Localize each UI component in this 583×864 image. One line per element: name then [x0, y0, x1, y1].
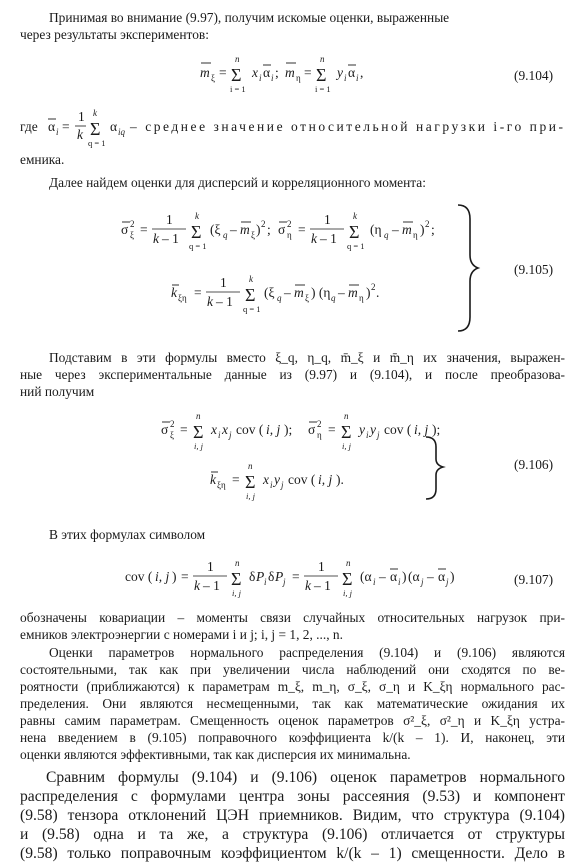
text-line: (9.58) тензора отклонений ЦЭН приемников. Видим, что структура (9.104) [20, 807, 565, 824]
svg-text:–: – [284, 285, 291, 300]
svg-text:ξ: ξ [305, 293, 310, 303]
svg-text:–: – [230, 222, 237, 237]
svg-text:i: i [56, 127, 59, 137]
svg-text:x: x [211, 422, 217, 437]
svg-text:): ) [366, 285, 371, 300]
svg-text:);: ); [432, 422, 441, 437]
svg-text:m: m [285, 65, 295, 80]
svg-text:k: k [77, 127, 83, 142]
equation-9-105 [120, 205, 490, 339]
svg-text:(η: (η [370, 222, 382, 237]
svg-text:j: j [421, 577, 424, 587]
svg-text:): ) [450, 569, 455, 584]
svg-text:δ: δ [249, 569, 256, 584]
svg-text:i: i [271, 73, 274, 83]
equation-number: (9.107) [514, 572, 554, 587]
svg-text:i, j: i, j [343, 588, 352, 598]
svg-text:i = 1: i = 1 [230, 84, 246, 94]
svg-text:i, j: i, j [266, 422, 281, 437]
svg-text:(α: (α [408, 569, 420, 584]
svg-text:m: m [348, 285, 358, 300]
svg-text:i: i [344, 73, 347, 83]
text-line: оценки являются эффективными, так как дисперсия их минимальна. [20, 747, 411, 762]
svg-text:σ: σ [278, 222, 286, 237]
svg-text:=: = [232, 472, 240, 487]
svg-text:P: P [275, 569, 284, 584]
svg-text:i: i [356, 73, 359, 83]
svg-text:– 1: – 1 [216, 294, 233, 309]
svg-text:η: η [359, 293, 364, 303]
svg-text:1: 1 [166, 212, 173, 227]
svg-text:n: n [235, 54, 240, 64]
svg-text:Σ: Σ [341, 422, 352, 442]
svg-text:n: n [235, 558, 240, 568]
svg-text:=: = [140, 222, 148, 237]
svg-text:k: k [153, 231, 159, 246]
svg-text:ξ: ξ [130, 230, 135, 240]
equation-number: (9.104) [514, 68, 554, 83]
svg-text:– среднее значение относительн: – среднее значение относительной нагрузки i-го при- [130, 119, 564, 134]
svg-text:i: i [264, 577, 267, 587]
text-line: Далее найдем оценки для дисперсий и корреляционного момента: [49, 175, 426, 190]
svg-text:i, j: i, j [414, 422, 429, 437]
svg-text:q: q [223, 230, 228, 240]
svg-text:,: , [360, 65, 364, 80]
svg-text:j: j [377, 430, 380, 440]
svg-text:Σ: Σ [342, 569, 353, 589]
svg-text:;: ; [275, 65, 279, 80]
svg-text:i, j: i, j [318, 472, 333, 487]
text-line: ные через экспериментальные данные из (9.97) и (9.104), и после преобразова- [20, 367, 565, 382]
text-line: пределения. Они являются несмещенными, так как математические ожидания их [20, 696, 565, 711]
svg-text:σ: σ [308, 422, 316, 437]
svg-text:q = 1: q = 1 [189, 241, 207, 251]
svg-text:q = 1: q = 1 [243, 304, 261, 314]
svg-text:α: α [390, 569, 398, 584]
svg-text:η: η [287, 230, 292, 240]
svg-text:i, j: i, j [155, 569, 170, 584]
svg-text:cov (: cov ( [236, 422, 264, 437]
svg-text:i, j: i, j [342, 441, 351, 451]
svg-text:σ: σ [161, 422, 169, 437]
svg-text:=: = [292, 569, 300, 584]
svg-text:Σ: Σ [90, 119, 101, 139]
text-line: через результаты экспериментов: [20, 27, 209, 42]
svg-text:α: α [110, 119, 118, 134]
svg-text:=: = [180, 422, 188, 437]
text-line: и (9.58) одна и та же, а структура (9.106) отличается от структуры [20, 826, 565, 843]
svg-text:δ: δ [268, 569, 275, 584]
text-line: Оценки параметров нормального распределения (9.104) и (9.106) являются [49, 645, 565, 660]
svg-text:m: m [402, 222, 412, 237]
svg-text:x: x [252, 65, 258, 80]
svg-text:α: α [48, 119, 56, 134]
text-line: ний получим [20, 384, 95, 399]
svg-text:q: q [384, 230, 389, 240]
text-line: нена введением в (9.105) поправочного коэффициента k/(k – 1). И, наконец, эти [20, 730, 565, 745]
svg-text:=: = [328, 422, 336, 437]
definition-line [20, 106, 565, 154]
svg-text:cov (: cov ( [288, 472, 316, 487]
svg-text:α: α [348, 65, 356, 80]
text-line: Подставим в эти формулы вместо ξ_q, η_q, m̄_ξ и m̄_η их значения, выражен- [49, 350, 565, 365]
svg-text:1: 1 [207, 559, 214, 574]
svg-text:η: η [317, 430, 322, 440]
svg-text:2: 2 [371, 282, 376, 292]
svg-text:ξ: ξ [211, 73, 216, 83]
svg-text:Σ: Σ [231, 65, 242, 85]
svg-text:i, j: i, j [232, 588, 241, 598]
svg-text:2: 2 [317, 419, 322, 429]
svg-text:2: 2 [287, 219, 292, 229]
svg-text:=: = [219, 65, 227, 80]
svg-text:(ξ: (ξ [210, 222, 221, 237]
svg-text:– 1: – 1 [203, 578, 220, 593]
equation-number: (9.105) [514, 262, 554, 277]
svg-text:).: ). [336, 472, 344, 487]
svg-text:n: n [344, 411, 349, 421]
svg-text:α: α [438, 569, 446, 584]
svg-text:iq: iq [118, 127, 126, 137]
svg-text:=: = [298, 222, 306, 237]
svg-text:): ) [256, 222, 261, 237]
svg-text:j: j [281, 480, 284, 490]
svg-text:ξη: ξη [178, 293, 187, 303]
svg-text:y: y [337, 65, 343, 80]
svg-text:P: P [256, 569, 265, 584]
svg-text:2: 2 [170, 419, 175, 429]
svg-text:j: j [283, 577, 286, 587]
svg-text:η: η [296, 73, 301, 83]
svg-text:n: n [320, 54, 325, 64]
svg-text:2: 2 [130, 219, 135, 229]
svg-text:(ξ: (ξ [264, 285, 275, 300]
text-line: емника. [20, 152, 65, 167]
equation-9-106 [160, 405, 460, 509]
text-line: роятности (приближаются) к параметрам m_ξ, m_η, σ_ξ, σ_η и K_ξη нормального рас- [20, 679, 565, 694]
equation-9-107 [125, 553, 485, 609]
svg-text:i: i [270, 480, 273, 490]
svg-text:1: 1 [324, 212, 331, 227]
svg-text:) (η: ) (η [311, 285, 331, 300]
equation-9-104 [200, 50, 440, 102]
svg-text:– 1: – 1 [314, 578, 331, 593]
svg-text:i, j: i, j [246, 491, 255, 501]
svg-text:2: 2 [425, 219, 430, 229]
svg-text:– 1: – 1 [162, 231, 179, 246]
svg-text:=: = [304, 65, 312, 80]
svg-text:(α: (α [360, 569, 372, 584]
text-line: состоятельными, так как при увеличении числа наблюдений они сходятся по ве- [20, 662, 565, 677]
svg-text:Σ: Σ [349, 222, 360, 242]
text-line: В этих формулах символом [49, 527, 206, 542]
svg-text:Σ: Σ [231, 569, 242, 589]
svg-text:ξ: ξ [251, 230, 256, 240]
svg-text:k: k [207, 294, 213, 309]
svg-text:– 1: – 1 [320, 231, 337, 246]
text-line: Принимая во внимание (9.97), получим искомые оценки, выраженные [49, 10, 450, 25]
svg-text:i: i [398, 577, 401, 587]
svg-text:q: q [277, 293, 282, 303]
text-line: Сравним формулы (9.104) и (9.106) оценок параметров нормального [46, 769, 565, 786]
svg-text:–: – [338, 285, 345, 300]
svg-text:i: i [218, 430, 221, 440]
svg-text:2: 2 [261, 219, 266, 229]
svg-text:–: – [379, 569, 386, 584]
svg-text:Σ: Σ [245, 285, 256, 305]
svg-text:i = 1: i = 1 [315, 84, 331, 94]
svg-text:k: k [171, 285, 177, 300]
svg-text:Σ: Σ [245, 472, 256, 492]
svg-text:k: k [210, 472, 216, 487]
svg-text:k: k [195, 211, 199, 221]
svg-text:1: 1 [78, 109, 85, 124]
svg-text:k: k [194, 578, 200, 593]
svg-text:k: k [305, 578, 311, 593]
svg-text:y: y [274, 472, 280, 487]
text-line: обозначены ковариации – моменты связи случайных относительных нагрузок при- [20, 610, 565, 625]
text-line: (9.58) только поправочным коэффициентом k/(k – 1) смещенности. Дело в [20, 845, 565, 862]
svg-text:i: i [373, 577, 376, 587]
svg-text:j: j [446, 577, 449, 587]
svg-text:n: n [346, 558, 351, 568]
svg-text:q: q [331, 293, 336, 303]
svg-text:k: k [93, 108, 97, 118]
svg-text:n: n [196, 411, 201, 421]
text-line: равны самим параметрам. Смещенность оценок параметров σ²_ξ, σ²_η и K_ξη устра- [20, 713, 565, 728]
svg-text:1: 1 [318, 559, 325, 574]
svg-text:x: x [222, 422, 228, 437]
text-line: емников электроэнергии с номерами i и j; i, j = 1, 2, ..., n. [20, 627, 343, 642]
svg-text:k: k [311, 231, 317, 246]
svg-text:–: – [392, 222, 399, 237]
svg-text:): ) [172, 569, 177, 584]
svg-text:;: ; [267, 222, 271, 237]
svg-text:m: m [200, 65, 210, 80]
svg-text:Σ: Σ [191, 222, 202, 242]
svg-text:η: η [413, 230, 418, 240]
svg-text:cov (: cov ( [125, 569, 153, 584]
svg-text:m: m [240, 222, 250, 237]
svg-text:.: . [376, 285, 380, 300]
svg-text:y: y [359, 422, 365, 437]
svg-text:q = 1: q = 1 [88, 138, 106, 148]
svg-text:;: ; [431, 222, 435, 237]
svg-text:α: α [263, 65, 271, 80]
svg-text:cov (: cov ( [384, 422, 412, 437]
svg-text:=: = [181, 569, 189, 584]
svg-text:–: – [427, 569, 434, 584]
svg-text:=: = [194, 285, 202, 300]
svg-text:q = 1: q = 1 [347, 241, 365, 251]
svg-text:): ) [402, 569, 407, 584]
equation-number: (9.106) [514, 457, 554, 472]
svg-text:n: n [248, 461, 253, 471]
svg-text:i: i [366, 430, 369, 440]
svg-text:ξη: ξη [217, 480, 226, 490]
svg-text:1: 1 [220, 275, 227, 290]
svg-text:=: = [62, 119, 70, 134]
svg-text:i, j: i, j [194, 441, 203, 451]
svg-text:j: j [229, 430, 232, 440]
svg-text:где: где [20, 119, 38, 134]
svg-text:Σ: Σ [193, 422, 204, 442]
svg-text:Σ: Σ [316, 65, 327, 85]
svg-text:k: k [353, 211, 357, 221]
text-line: распределения с формулами центра зоны рассеяния (9.53) и компонент [20, 788, 565, 805]
svg-text:σ: σ [121, 222, 129, 237]
svg-text:k: k [249, 274, 253, 284]
svg-text:);: ); [284, 422, 293, 437]
svg-text:): ) [420, 222, 425, 237]
svg-text:m: m [294, 285, 304, 300]
svg-text:i: i [259, 73, 262, 83]
svg-text:x: x [263, 472, 269, 487]
svg-text:y: y [370, 422, 376, 437]
svg-text:ξ: ξ [170, 430, 175, 440]
